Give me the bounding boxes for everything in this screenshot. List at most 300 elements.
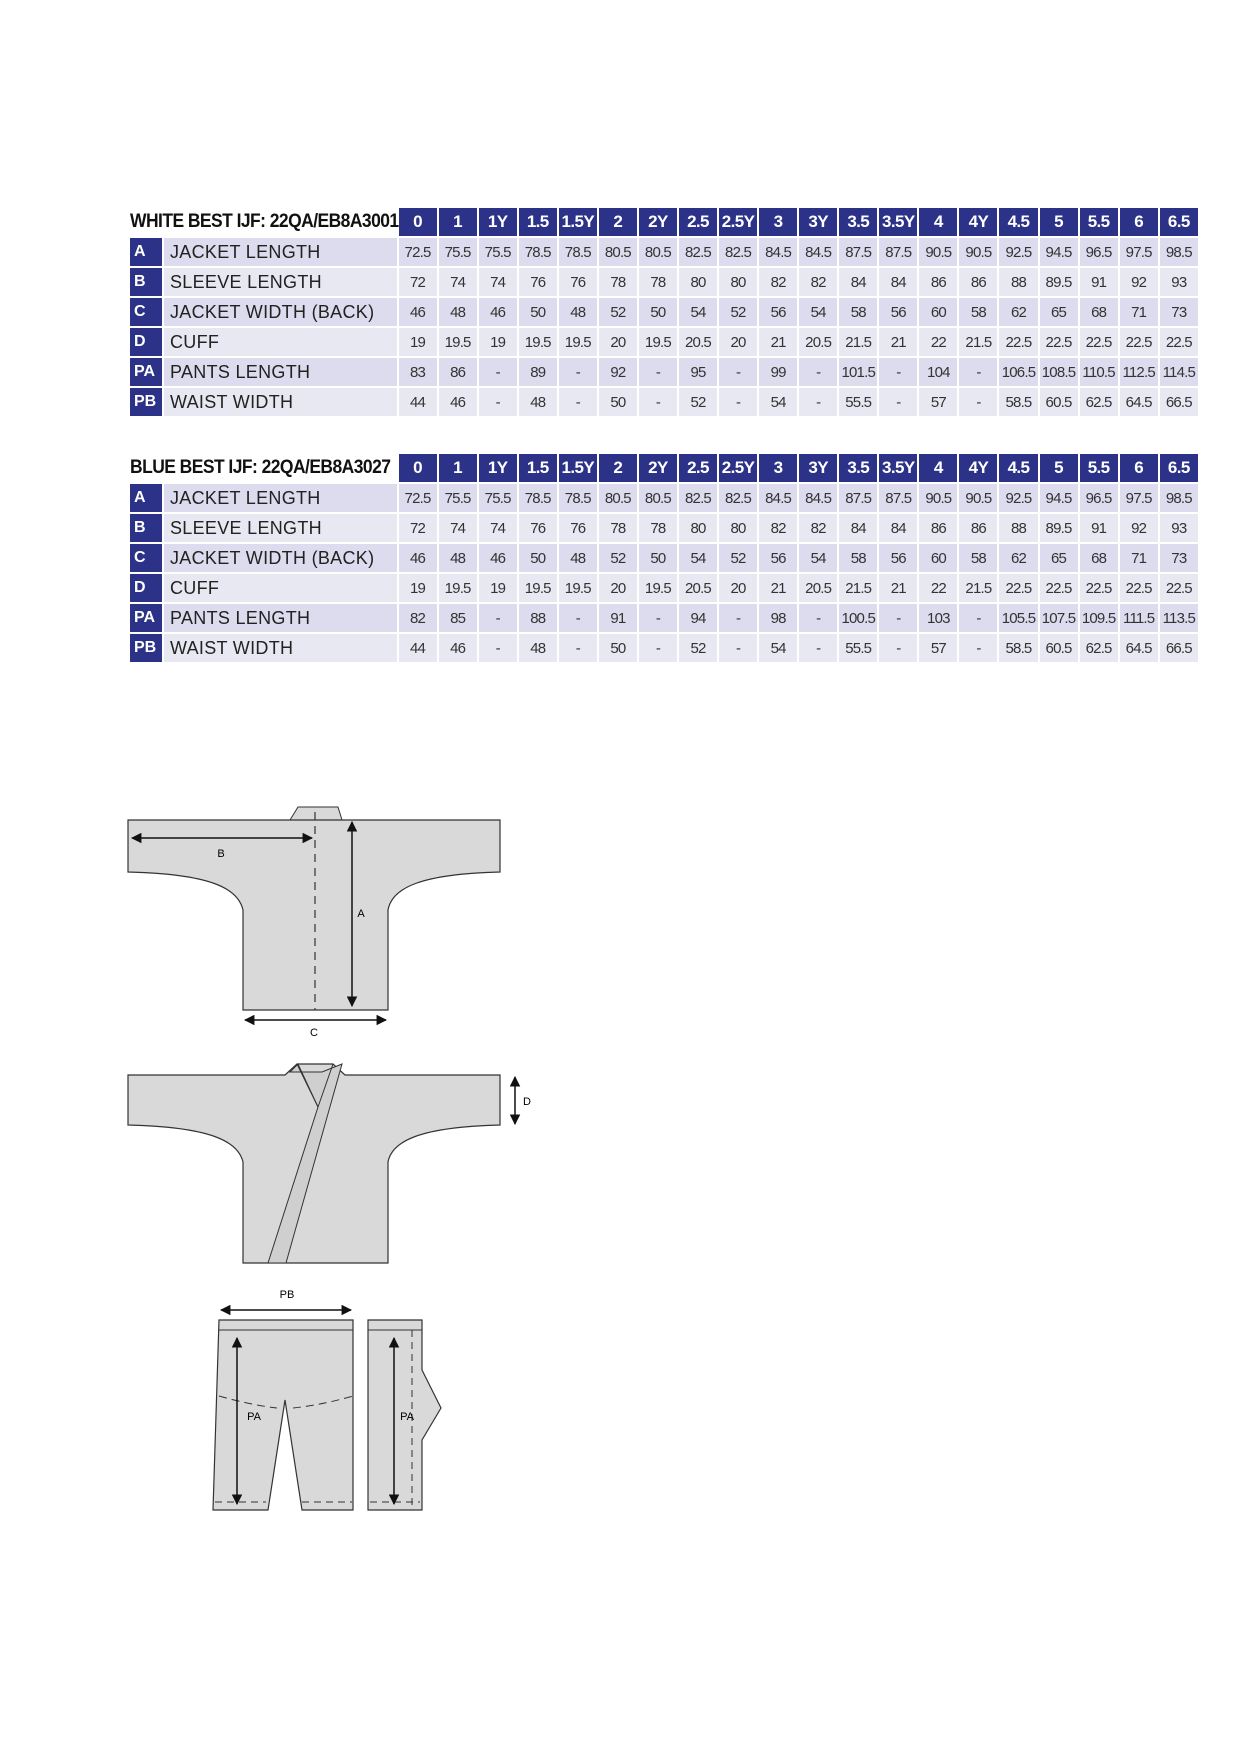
value-cell: 83 — [399, 358, 437, 386]
value-cell: 20.5 — [679, 574, 717, 602]
value-cell: 112.5 — [1120, 358, 1158, 386]
size-header-cell: 5 — [1040, 454, 1078, 482]
value-cell: 92 — [1120, 268, 1158, 296]
value-cell: 20.5 — [799, 328, 837, 356]
value-cell: 19.5 — [519, 328, 557, 356]
value-cell: 46 — [479, 544, 517, 572]
value-cell: - — [559, 388, 597, 416]
value-cell: 87.5 — [879, 238, 917, 266]
value-cell: - — [879, 388, 917, 416]
value-cell: 84.5 — [799, 484, 837, 512]
value-cell: 48 — [519, 634, 557, 662]
value-cell: 20 — [599, 574, 637, 602]
value-cell: 103 — [919, 604, 957, 632]
value-cell: 89 — [519, 358, 557, 386]
value-cell: 58.5 — [999, 388, 1037, 416]
value-cell: 86 — [959, 514, 997, 542]
size-header-cell: 4.5 — [999, 454, 1037, 482]
value-cell: 50 — [519, 544, 557, 572]
value-cell: - — [719, 388, 757, 416]
value-cell: 21.5 — [959, 328, 997, 356]
value-cell: 71 — [1120, 544, 1158, 572]
value-cell: - — [479, 388, 517, 416]
value-cell: 94.5 — [1040, 238, 1078, 266]
value-cell: 78.5 — [519, 484, 557, 512]
value-cell: 109.5 — [1080, 604, 1118, 632]
value-cell: 19.5 — [439, 328, 477, 356]
value-cell: 72.5 — [399, 238, 437, 266]
value-cell: 78 — [639, 514, 677, 542]
value-cell: 76 — [559, 514, 597, 542]
row-label: JACKET LENGTH — [164, 484, 397, 512]
value-cell: - — [959, 634, 997, 662]
size-header-cell: 2.5Y — [719, 454, 757, 482]
size-header-cell: 5.5 — [1080, 208, 1118, 236]
size-header-cell: 2.5 — [679, 208, 717, 236]
size-header-cell: 3.5Y — [879, 454, 917, 482]
value-cell: - — [639, 358, 677, 386]
value-cell: 86 — [959, 268, 997, 296]
value-cell: 73 — [1160, 298, 1198, 326]
value-cell: 60.5 — [1040, 388, 1078, 416]
value-cell: 20 — [719, 328, 757, 356]
size-header-cell: 4.5 — [999, 208, 1037, 236]
value-cell: - — [639, 634, 677, 662]
value-cell: 75.5 — [479, 484, 517, 512]
value-cell: 88 — [999, 268, 1037, 296]
value-cell: 52 — [719, 298, 757, 326]
size-header-cell: 3Y — [799, 454, 837, 482]
value-cell: 80 — [679, 268, 717, 296]
value-cell: 52 — [599, 544, 637, 572]
value-cell: 72.5 — [399, 484, 437, 512]
value-cell: 84.5 — [759, 238, 797, 266]
value-cell: 74 — [439, 268, 477, 296]
size-header-cell: 2 — [599, 454, 637, 482]
value-cell: 46 — [399, 298, 437, 326]
value-cell: 64.5 — [1120, 388, 1158, 416]
value-cell: 22 — [919, 328, 957, 356]
value-cell: 60 — [919, 544, 957, 572]
value-cell: 52 — [679, 634, 717, 662]
value-cell: 65 — [1040, 544, 1078, 572]
value-cell: 76 — [559, 268, 597, 296]
row-code: D — [130, 574, 162, 602]
value-cell: 87.5 — [839, 238, 877, 266]
size-header-cell: 3 — [759, 208, 797, 236]
value-cell: - — [559, 634, 597, 662]
value-cell: 106.5 — [999, 358, 1037, 386]
value-cell: 62 — [999, 298, 1037, 326]
value-cell: 19 — [399, 574, 437, 602]
value-cell: 22.5 — [1040, 574, 1078, 602]
value-cell: 48 — [439, 298, 477, 326]
value-cell: - — [719, 604, 757, 632]
value-cell: 62.5 — [1080, 388, 1118, 416]
value-cell: 52 — [679, 388, 717, 416]
value-cell: 66.5 — [1160, 388, 1198, 416]
value-cell: 48 — [559, 544, 597, 572]
value-cell: 114.5 — [1160, 358, 1198, 386]
value-cell: 22.5 — [999, 574, 1037, 602]
value-cell: 52 — [599, 298, 637, 326]
value-cell: 62 — [999, 544, 1037, 572]
size-header-cell: 0 — [399, 208, 437, 236]
value-cell: - — [559, 358, 597, 386]
value-cell: - — [799, 358, 837, 386]
row-label: CUFF — [164, 574, 397, 602]
value-cell: 50 — [519, 298, 557, 326]
row-code: PB — [130, 634, 162, 662]
row-code: B — [130, 514, 162, 542]
value-cell: 72 — [399, 514, 437, 542]
value-cell: - — [639, 388, 677, 416]
value-cell: 84 — [879, 268, 917, 296]
table-title: BLUE BEST IJF: 22QA/EB8A3027 — [130, 457, 391, 478]
value-cell: 19 — [479, 328, 517, 356]
value-cell: 73 — [1160, 544, 1198, 572]
size-header-cell: 4Y — [959, 454, 997, 482]
value-cell: 80.5 — [639, 484, 677, 512]
value-cell: 60 — [919, 298, 957, 326]
label-a: A — [357, 908, 365, 920]
size-header-cell: 6 — [1120, 208, 1158, 236]
size-header-cell: 2.5 — [679, 454, 717, 482]
row-code: PB — [130, 388, 162, 416]
value-cell: 22.5 — [1120, 574, 1158, 602]
value-cell: 44 — [399, 388, 437, 416]
value-cell: 92 — [599, 358, 637, 386]
value-cell: 19.5 — [639, 328, 677, 356]
size-header-cell: 4 — [919, 208, 957, 236]
value-cell: 107.5 — [1040, 604, 1078, 632]
value-cell: 22.5 — [1160, 574, 1198, 602]
value-cell: 86 — [919, 514, 957, 542]
value-cell: 21 — [759, 328, 797, 356]
value-cell: 46 — [479, 298, 517, 326]
row-label: WAIST WIDTH — [164, 388, 397, 416]
size-header-cell: 2Y — [639, 208, 677, 236]
value-cell: 90.5 — [959, 484, 997, 512]
value-cell: 22.5 — [999, 328, 1037, 356]
value-cell: - — [559, 604, 597, 632]
value-cell: 84.5 — [799, 238, 837, 266]
value-cell: 71 — [1120, 298, 1158, 326]
size-header-cell: 2Y — [639, 454, 677, 482]
value-cell: 84.5 — [759, 484, 797, 512]
value-cell: 19.5 — [559, 574, 597, 602]
value-cell: 57 — [919, 388, 957, 416]
value-cell: 22.5 — [1120, 328, 1158, 356]
value-cell: 91 — [599, 604, 637, 632]
value-cell: - — [719, 634, 757, 662]
size-header-cell: 4 — [919, 454, 957, 482]
label-pa-side: PA — [400, 1411, 414, 1423]
row-code: PA — [130, 358, 162, 386]
label-pb: PB — [279, 1289, 295, 1301]
value-cell: 58 — [959, 544, 997, 572]
value-cell: 82 — [799, 268, 837, 296]
value-cell: 68 — [1080, 544, 1118, 572]
size-header-cell: 1.5Y — [559, 208, 597, 236]
value-cell: 56 — [759, 298, 797, 326]
value-cell: 54 — [679, 298, 717, 326]
label-pa-front: PA — [247, 1411, 261, 1423]
value-cell: 46 — [439, 634, 477, 662]
label-d: D — [523, 1096, 531, 1108]
size-header-cell: 1 — [439, 454, 477, 482]
value-cell: 20 — [599, 328, 637, 356]
value-cell: 93 — [1160, 268, 1198, 296]
value-cell: 48 — [519, 388, 557, 416]
size-header-cell: 3Y — [799, 208, 837, 236]
value-cell: 78.5 — [519, 238, 557, 266]
value-cell: 78.5 — [559, 238, 597, 266]
value-cell: 82.5 — [679, 238, 717, 266]
value-cell: - — [719, 358, 757, 386]
value-cell: 54 — [799, 544, 837, 572]
value-cell: 20.5 — [679, 328, 717, 356]
value-cell: 54 — [759, 388, 797, 416]
row-label: SLEEVE LENGTH — [164, 268, 397, 296]
value-cell: 86 — [439, 358, 477, 386]
value-cell: 88 — [519, 604, 557, 632]
row-label: JACKET LENGTH — [164, 238, 397, 266]
value-cell: 97.5 — [1120, 484, 1158, 512]
row-label: PANTS LENGTH — [164, 604, 397, 632]
size-header-cell: 1Y — [479, 208, 517, 236]
value-cell: - — [879, 634, 917, 662]
value-cell: 64.5 — [1120, 634, 1158, 662]
value-cell: 92.5 — [999, 484, 1037, 512]
value-cell: - — [479, 604, 517, 632]
row-code: PA — [130, 604, 162, 632]
value-cell: 80.5 — [639, 238, 677, 266]
value-cell: 88 — [999, 514, 1037, 542]
value-cell: 74 — [479, 268, 517, 296]
value-cell: 20.5 — [799, 574, 837, 602]
row-code: C — [130, 298, 162, 326]
value-cell: 50 — [599, 634, 637, 662]
value-cell: 101.5 — [839, 358, 877, 386]
value-cell: 55.5 — [839, 388, 877, 416]
value-cell: 90.5 — [919, 484, 957, 512]
value-cell: 76 — [519, 268, 557, 296]
row-label: SLEEVE LENGTH — [164, 514, 397, 542]
value-cell: 82.5 — [679, 484, 717, 512]
value-cell: 22.5 — [1040, 328, 1078, 356]
value-cell: 82 — [399, 604, 437, 632]
value-cell: 82 — [799, 514, 837, 542]
size-header-cell: 3.5 — [839, 454, 877, 482]
value-cell: 90.5 — [959, 238, 997, 266]
value-cell: - — [799, 634, 837, 662]
size-header-cell: 2.5Y — [719, 208, 757, 236]
value-cell: 104 — [919, 358, 957, 386]
size-header-cell: 1.5Y — [559, 454, 597, 482]
value-cell: 56 — [879, 298, 917, 326]
value-cell: 92 — [1120, 514, 1158, 542]
size-header-cell: 0 — [399, 454, 437, 482]
value-cell: 54 — [759, 634, 797, 662]
value-cell: 82.5 — [719, 238, 757, 266]
row-label: JACKET WIDTH (BACK) — [164, 298, 397, 326]
value-cell: 78 — [599, 514, 637, 542]
value-cell: 68 — [1080, 298, 1118, 326]
size-header-cell: 3 — [759, 454, 797, 482]
value-cell: 48 — [559, 298, 597, 326]
value-cell: 80 — [719, 514, 757, 542]
value-cell: 90.5 — [919, 238, 957, 266]
size-header-cell: 1 — [439, 208, 477, 236]
value-cell: 58 — [839, 544, 877, 572]
value-cell: 82 — [759, 514, 797, 542]
value-cell: 21 — [879, 574, 917, 602]
value-cell: - — [799, 388, 837, 416]
value-cell: 75.5 — [479, 238, 517, 266]
value-cell: 48 — [439, 544, 477, 572]
value-cell: 20 — [719, 574, 757, 602]
value-cell: 96.5 — [1080, 238, 1118, 266]
row-label: CUFF — [164, 328, 397, 356]
size-header-cell: 5 — [1040, 208, 1078, 236]
value-cell: 44 — [399, 634, 437, 662]
pants-front-diagram — [213, 1289, 353, 1510]
value-cell: 80 — [719, 268, 757, 296]
value-cell: 19.5 — [439, 574, 477, 602]
value-cell: 54 — [799, 298, 837, 326]
value-cell: 84 — [839, 268, 877, 296]
value-cell: 84 — [839, 514, 877, 542]
value-cell: 111.5 — [1120, 604, 1158, 632]
value-cell: 56 — [759, 544, 797, 572]
value-cell: 22 — [919, 574, 957, 602]
table-title: WHITE BEST IJF: 22QA/EB8A3001 — [130, 211, 399, 232]
value-cell: 94 — [679, 604, 717, 632]
value-cell: 22.5 — [1080, 328, 1118, 356]
value-cell: 80.5 — [599, 238, 637, 266]
value-cell: 52 — [719, 544, 757, 572]
value-cell: - — [959, 388, 997, 416]
pants-side-diagram — [368, 1320, 441, 1510]
jacket-front-diagram — [128, 1064, 531, 1263]
value-cell: 98.5 — [1160, 238, 1198, 266]
value-cell: 94.5 — [1040, 484, 1078, 512]
size-header-cell: 1.5 — [519, 208, 557, 236]
value-cell: 22.5 — [1160, 328, 1198, 356]
value-cell: - — [959, 358, 997, 386]
value-cell: 95 — [679, 358, 717, 386]
value-cell: 65 — [1040, 298, 1078, 326]
value-cell: - — [959, 604, 997, 632]
value-cell: 50 — [639, 298, 677, 326]
value-cell: 75.5 — [439, 484, 477, 512]
value-cell: 46 — [439, 388, 477, 416]
row-code: C — [130, 544, 162, 572]
value-cell: - — [639, 604, 677, 632]
size-header-cell: 6 — [1120, 454, 1158, 482]
value-cell: 62.5 — [1080, 634, 1118, 662]
value-cell: 96.5 — [1080, 484, 1118, 512]
row-code: A — [130, 484, 162, 512]
value-cell: 78 — [639, 268, 677, 296]
value-cell: 92.5 — [999, 238, 1037, 266]
row-label: JACKET WIDTH (BACK) — [164, 544, 397, 572]
value-cell: 98.5 — [1160, 484, 1198, 512]
size-header-cell: 5.5 — [1080, 454, 1118, 482]
size-header-cell: 3.5Y — [879, 208, 917, 236]
value-cell: 19 — [399, 328, 437, 356]
row-code: B — [130, 268, 162, 296]
value-cell: 50 — [639, 544, 677, 572]
value-cell: 78 — [599, 268, 637, 296]
value-cell: - — [879, 604, 917, 632]
value-cell: 78.5 — [559, 484, 597, 512]
value-cell: 93 — [1160, 514, 1198, 542]
value-cell: - — [479, 634, 517, 662]
value-cell: 21 — [879, 328, 917, 356]
size-header-cell: 6.5 — [1160, 208, 1198, 236]
label-c: C — [310, 1027, 318, 1039]
value-cell: 99 — [759, 358, 797, 386]
value-cell: 87.5 — [879, 484, 917, 512]
size-header-cell: 2 — [599, 208, 637, 236]
value-cell: 74 — [479, 514, 517, 542]
value-cell: 21.5 — [959, 574, 997, 602]
value-cell: 19.5 — [559, 328, 597, 356]
value-cell: 21.5 — [839, 328, 877, 356]
value-cell: 19.5 — [639, 574, 677, 602]
value-cell: 75.5 — [439, 238, 477, 266]
value-cell: 89.5 — [1040, 268, 1078, 296]
row-code: A — [130, 238, 162, 266]
value-cell: 66.5 — [1160, 634, 1198, 662]
value-cell: 56 — [879, 544, 917, 572]
value-cell: 85 — [439, 604, 477, 632]
value-cell: - — [799, 604, 837, 632]
value-cell: 76 — [519, 514, 557, 542]
size-header-cell: 1.5 — [519, 454, 557, 482]
size-header-cell: 4Y — [959, 208, 997, 236]
size-header-cell: 6.5 — [1160, 454, 1198, 482]
value-cell: 46 — [399, 544, 437, 572]
value-cell: 58 — [959, 298, 997, 326]
value-cell: 19.5 — [519, 574, 557, 602]
jacket-back-diagram — [128, 807, 500, 1039]
value-cell: 91 — [1080, 514, 1118, 542]
value-cell: 82 — [759, 268, 797, 296]
value-cell: 84 — [879, 514, 917, 542]
value-cell: 108.5 — [1040, 358, 1078, 386]
value-cell: 80 — [679, 514, 717, 542]
value-cell: 113.5 — [1160, 604, 1198, 632]
value-cell: 87.5 — [839, 484, 877, 512]
value-cell: 86 — [919, 268, 957, 296]
row-label: PANTS LENGTH — [164, 358, 397, 386]
value-cell: 74 — [439, 514, 477, 542]
value-cell: - — [479, 358, 517, 386]
value-cell: 97.5 — [1120, 238, 1158, 266]
value-cell: 98 — [759, 604, 797, 632]
value-cell: 58.5 — [999, 634, 1037, 662]
value-cell: 105.5 — [999, 604, 1037, 632]
value-cell: 80.5 — [599, 484, 637, 512]
value-cell: 57 — [919, 634, 957, 662]
row-label: WAIST WIDTH — [164, 634, 397, 662]
value-cell: 58 — [839, 298, 877, 326]
label-b: B — [217, 848, 225, 860]
value-cell: 54 — [679, 544, 717, 572]
